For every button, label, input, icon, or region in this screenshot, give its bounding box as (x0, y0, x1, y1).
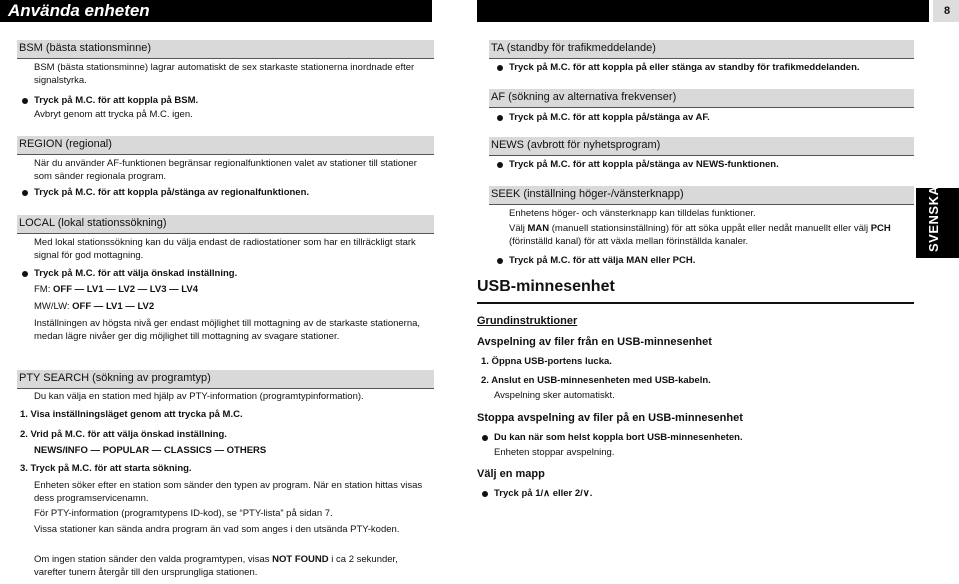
usb-divider (477, 302, 914, 304)
section-header-af (489, 89, 914, 108)
section-title: BSM (bästa stationsminne) (19, 42, 152, 54)
pty-options: NEWS/INFO — POPULAR — CLASSICS — OTHERS (34, 445, 267, 456)
region-bullet: Tryck på M.C. för att koppla på/stänga av regionalfunktionen. (34, 187, 310, 198)
section-header-seek (489, 186, 914, 205)
section-header-pty (17, 370, 434, 389)
pty-para-4: Om ingen station sänder den valda programtypen, visas NOT FOUND i ca 2 sekunder, varefter tunern återgår till den ursprungliga stationen. (34, 554, 398, 578)
usb-stop-bullet: Du kan när som helst koppla bort USB-minnesenheten. (494, 432, 743, 443)
local-note: Inställningen av högsta nivå ger endast möjlighet till mottagning av de starkaste stationerna, medan lägre nivåer ger dig möjlighet till mottagning av svagare stationer. (34, 318, 421, 342)
section-header-local (17, 215, 434, 234)
bsm-cancel: Avbryt genom att trycka på M.C. igen. (34, 109, 193, 120)
local-bullet: Tryck på M.C. för att välja önskad inställning. (34, 268, 238, 279)
seek-para: Välj MAN (manuell stationsinställning) för att söka uppåt eller nedåt manuellt eller välj PCH (förinställd kanal) för att växla mellan förinställda kanaler. (509, 223, 891, 247)
bsm-bullet: Tryck på M.C. för att koppla på BSM. (34, 95, 199, 106)
usb-play-heading: Avspelning av filer från en USB-minnesenhet (477, 336, 712, 348)
section-title: NEWS (avbrott för nyhetsprogram) (491, 139, 661, 151)
section-header-bsm (17, 40, 434, 59)
pty-step-1: 1. Visa inställningsläget genom att trycka på M.C. (20, 409, 243, 420)
pty-para-2: För PTY-information (programtypens ID-kod), se “PTY-lista” på sidan 7. (34, 508, 333, 519)
af-bullet: Tryck på M.C. för att koppla på/stänga av AF. (509, 112, 710, 123)
pty-step-2: 2. Vrid på M.C. för att välja önskad inställning. (20, 429, 227, 440)
header-bar (0, 0, 432, 22)
section-header-region (17, 136, 434, 155)
section-title: AF (sökning av alternativa frekvenser) (491, 91, 677, 103)
pty-description: Du kan välja en station med hjälp av PTY-information (programtypinformation). (34, 391, 364, 402)
local-mw-line: MW/LW: OFF — LV1 — LV2 (34, 301, 155, 312)
usb-stop-note: Enheten stoppar avspelning. (494, 447, 615, 458)
usb-step-2-note: Avspelning sker automatiskt. (494, 390, 615, 401)
usb-stop-heading: Stoppa avspelning av filer på en USB-minnesenhet (477, 412, 743, 424)
pty-para-3: Vissa stationer kan sända andra program än vad som anges i den utsända PTY-koden. (34, 524, 400, 535)
local-fm-line: FM: OFF — LV1 — LV2 — LV3 — LV4 (34, 284, 198, 295)
page-title: Använda enheten (8, 1, 150, 20)
seek-bullet: Tryck på M.C. för att välja MAN eller PCH. (509, 255, 696, 266)
section-header-ta (489, 40, 914, 59)
usb-step-1: 1. Öppna USB-portens lucka. (481, 356, 612, 367)
news-bullet: Tryck på M.C. för att koppla på/stänga av NEWS-funktionen. (509, 159, 779, 170)
region-description: När du använder AF-funktionen begränsar regionalfunktionen valet av stationer till stationer som sänder regionala program. (34, 158, 417, 182)
header-bar-right (477, 0, 929, 22)
language-tab-label: SVENSKA (926, 185, 941, 252)
usb-heading: USB-minnesenhet (477, 278, 615, 295)
usb-step-2: 2. Anslut en USB-minnesenheten med USB-kabeln. (481, 375, 711, 386)
usb-mode-heading: Välj en mapp (477, 468, 545, 480)
section-header-news (489, 137, 914, 156)
section-title: TA (standby för trafikmeddelande) (491, 42, 656, 54)
section-title: LOCAL (lokal stationssökning) (19, 217, 167, 229)
seek-description: Enhetens höger- och vänsterknapp kan tilldelas funktioner. (509, 208, 756, 219)
pty-para-1: Enheten söker efter en station som sänder den typen av program. När en station hittas visas dess programservicenamn. (34, 480, 423, 504)
ta-bullet: Tryck på M.C. för att koppla på eller stänga av standby för trafikmeddelanden. (509, 62, 860, 73)
usb-basic-heading: Grundinstruktioner (477, 315, 578, 327)
section-title: PTY SEARCH (sökning av programtyp) (19, 372, 211, 384)
bsm-description: BSM (bästa stationsminne) lagrar automatiskt de sex starkaste stationerna inordnade efter signalstyrka. (34, 62, 415, 86)
page-number-box (931, 0, 959, 22)
pty-step-3: 3. Tryck på M.C. för att starta sökning. (20, 463, 192, 474)
section-title: REGION (regional) (19, 138, 112, 150)
language-tab (916, 185, 959, 258)
usb-mode-bullet: Tryck på 1/∧ eller 2/∨. (494, 488, 593, 499)
page-number: 8 (943, 5, 951, 17)
section-title: SEEK (inställning höger-/vänsterknapp) (491, 188, 684, 200)
local-description: Med lokal stationssökning kan du välja endast de radiostationer som har en tillräckligt stark signal för god mottagning. (34, 237, 416, 261)
